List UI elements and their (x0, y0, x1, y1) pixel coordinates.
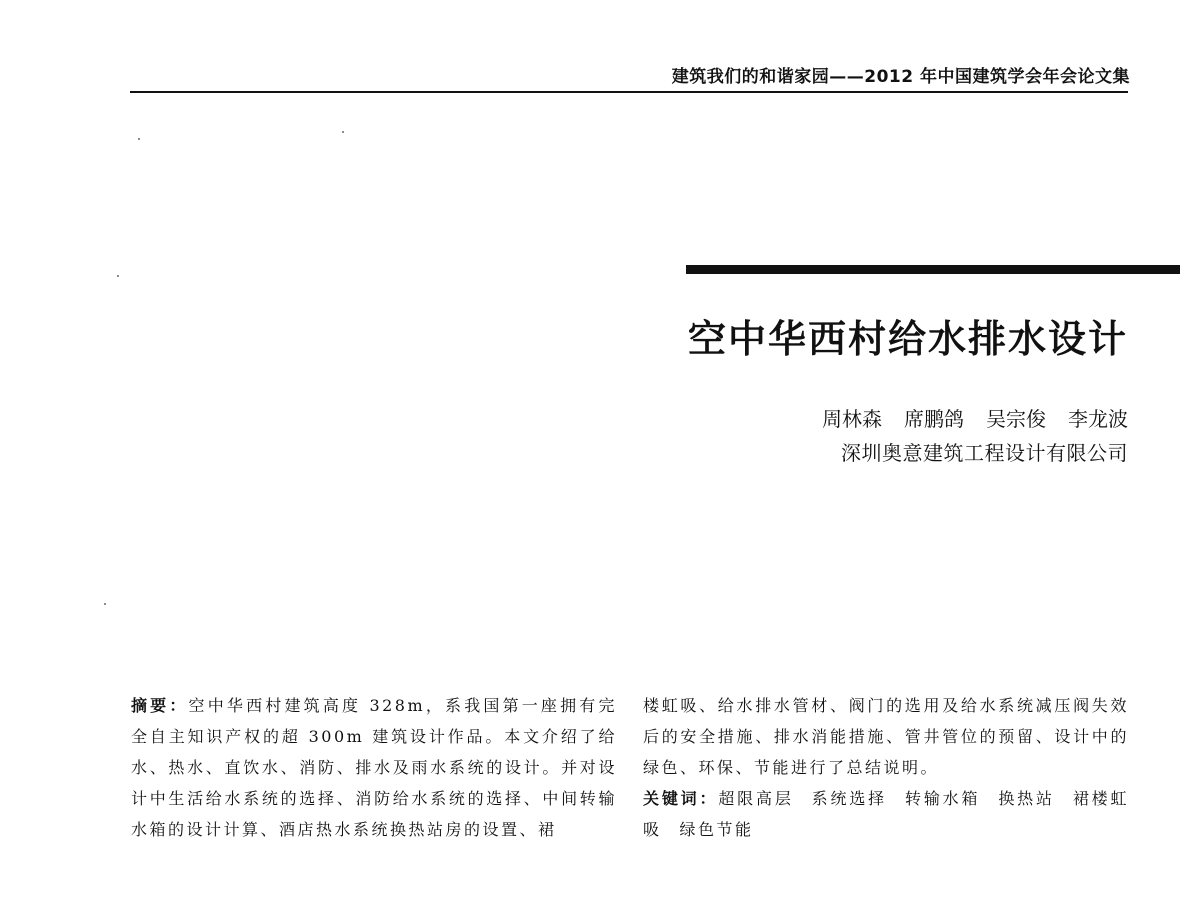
running-header: 建筑我们的和谐家园——2012 年中国建筑学会年会论文集 (671, 67, 1130, 87)
abstract-label: 摘要： (131, 696, 189, 715)
keyword: 裙楼虹吸 (643, 789, 1129, 839)
author-name: 席鹏鸽 (904, 407, 964, 431)
keyword: 系统选择 (811, 789, 887, 808)
abstract-column-right (643, 690, 1129, 845)
scan-speck (138, 138, 140, 140)
author-name: 李龙波 (1068, 407, 1128, 431)
abstract-text-part2: 楼虹吸、给水排水管材、阀门的选用及给水系统减压阀失效后的安全措施、排水消能措施、管井管位的预留、设计中的绿色、环保、节能进行了总结说明。 (643, 696, 1129, 777)
scan-speck (104, 603, 106, 605)
author-list (822, 403, 1128, 432)
abstract-text-part1: 空中华西村建筑高度 328m，系我国第一座拥有完全自主知识产权的超 300m 建筑设计作品。本文介绍了给水、热水、直饮水、消防、排水及雨水系统的设计。并对设计中生活给水系统的选择、消防给水系统的选择、中间转输水箱的设计计算、酒店热水系统换热站房的设置、裙 (131, 696, 617, 839)
scan-speck (117, 275, 119, 277)
keyword: 转输水箱 (904, 789, 981, 808)
paper-title: 空中华西村给水排水设计 (687, 317, 1128, 361)
keyword: 超限高层 (718, 789, 794, 808)
keywords-label: 关键词： (643, 789, 719, 808)
scan-speck (342, 131, 344, 133)
keyword: 换热站 (998, 789, 1055, 808)
abstract-column-left (131, 690, 617, 845)
title-bar (686, 265, 1180, 274)
affiliation: 深圳奥意建筑工程设计有限公司 (841, 441, 1128, 465)
author-name: 吴宗俊 (986, 407, 1046, 431)
author-name: 周林森 (822, 407, 882, 431)
header-rule (130, 91, 1128, 93)
keyword: 绿色节能 (679, 820, 754, 839)
keywords (643, 783, 1129, 845)
